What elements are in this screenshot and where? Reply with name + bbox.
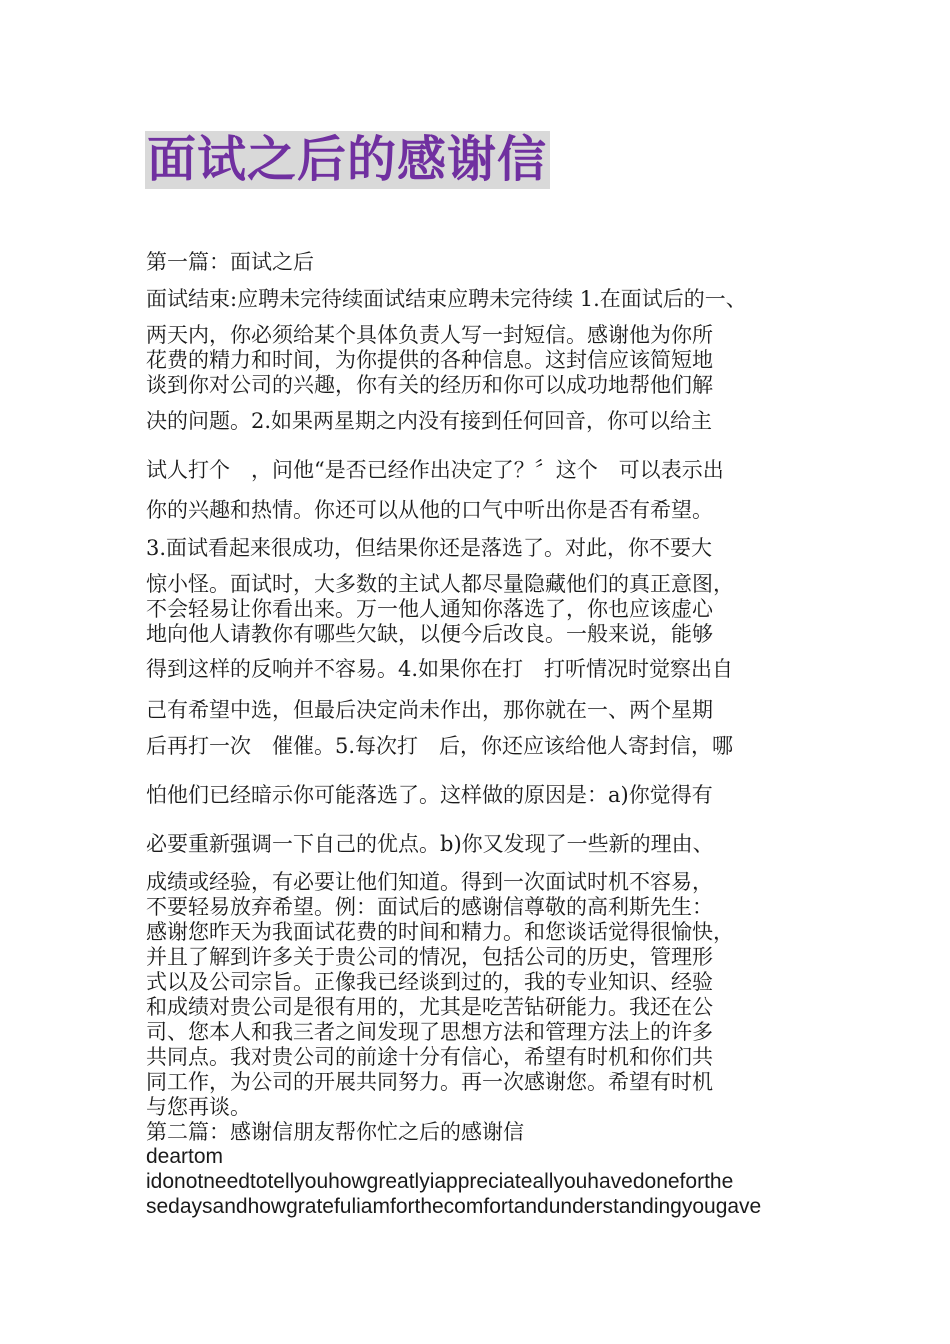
text-line: 并且了解到许多关于贵公司的情况，包括公司的历史，管理形 xyxy=(146,945,713,969)
text-line: 谈到你对公司的兴趣，你有关的经历和你可以成功地帮他们解 xyxy=(146,373,713,397)
text-line: sedaysandhowgratefuliamforthecomfortandunderstandingyougave xyxy=(146,1195,762,1218)
text-line: 怕他们已经暗示你可能落选了。这样做的原因是：a)你觉得有 xyxy=(146,783,713,807)
section-heading-2: 第二篇：感谢信朋友帮你忙之后的感谢信 xyxy=(146,1120,524,1144)
text-line: 3.面试看起来很成功，但结果你还是落选了。对此，你不要大 xyxy=(146,536,713,560)
text-line: 感谢您昨天为我面试花费的时间和精力。和您谈话觉得很愉快， xyxy=(146,920,734,944)
document-title: 面试之后的感谢信 xyxy=(145,131,550,189)
text-line: 式以及公司宗旨。正像我已经谈到过的，我的专业知识、经验 xyxy=(146,970,713,994)
text-line: idonotneedtotellyouhowgreatlyiappreciateallyouhavedoneforthe xyxy=(146,1170,734,1193)
text-line: deartom xyxy=(146,1145,224,1168)
section-heading-1: 第一篇：面试之后 xyxy=(146,250,314,274)
text-line: 必要重新强调一下自己的优点。b)你又发现了一些新的理由、 xyxy=(146,832,714,856)
text-line: 己有希望中选，但最后决定尚未作出，那你就在一、两个星期 xyxy=(146,698,713,722)
text-line: 司、您本人和我三者之间发现了思想方法和管理方法上的许多 xyxy=(146,1020,713,1044)
text-line: 地向他人请教你有哪些欠缺，以便今后改良。一般来说，能够 xyxy=(146,622,713,646)
text-line: 共同点。我对贵公司的前途十分有信心，希望有时机和你们共 xyxy=(146,1045,713,1069)
text-line: 你的兴趣和热情。你还可以从他的口气中听出你是否有希望。 xyxy=(146,498,713,522)
text-line: 两天内，你必须给某个具体负责人写一封短信。感谢他为你所 xyxy=(146,323,713,347)
text-line: 试人打个 ，问他“是否已经作出决定了？〞这个 可以表示出 xyxy=(146,458,724,482)
text-line: 后再打一次 催催。5.每次打 后，你还应该给他人寄封信，哪 xyxy=(146,734,734,758)
text-line: 决的问题。2.如果两星期之内没有接到任何回音，你可以给主 xyxy=(146,409,713,433)
text-line: 不要轻易放弃希望。例：面试后的感谢信尊敬的高利斯先生： xyxy=(146,895,713,919)
text-line: 面试结束:应聘未完待续面试结束应聘未完待续 1.在面试后的一、 xyxy=(146,287,747,311)
text-line: 与您再谈。 xyxy=(146,1095,251,1119)
text-line: 和成绩对贵公司是很有用的，尤其是吃苦钻研能力。我还在公 xyxy=(146,995,713,1019)
text-line: 同工作，为公司的开展共同努力。再一次感谢您。希望有时机 xyxy=(146,1070,713,1094)
text-line: 不会轻易让你看出来。万一他人通知你落选了，你也应该虚心 xyxy=(146,597,713,621)
text-line: 惊小怪。面试时，大多数的主试人都尽量隐藏他们的真正意图， xyxy=(146,572,734,596)
text-line: 花费的精力和时间，为你提供的各种信息。这封信应该简短地 xyxy=(146,348,713,372)
text-line: 成绩或经验，有必要让他们知道。得到一次面试时机不容易， xyxy=(146,870,713,894)
text-line: 得到这样的反响并不容易。4.如果你在打 打听情况时觉察出自 xyxy=(146,657,734,681)
